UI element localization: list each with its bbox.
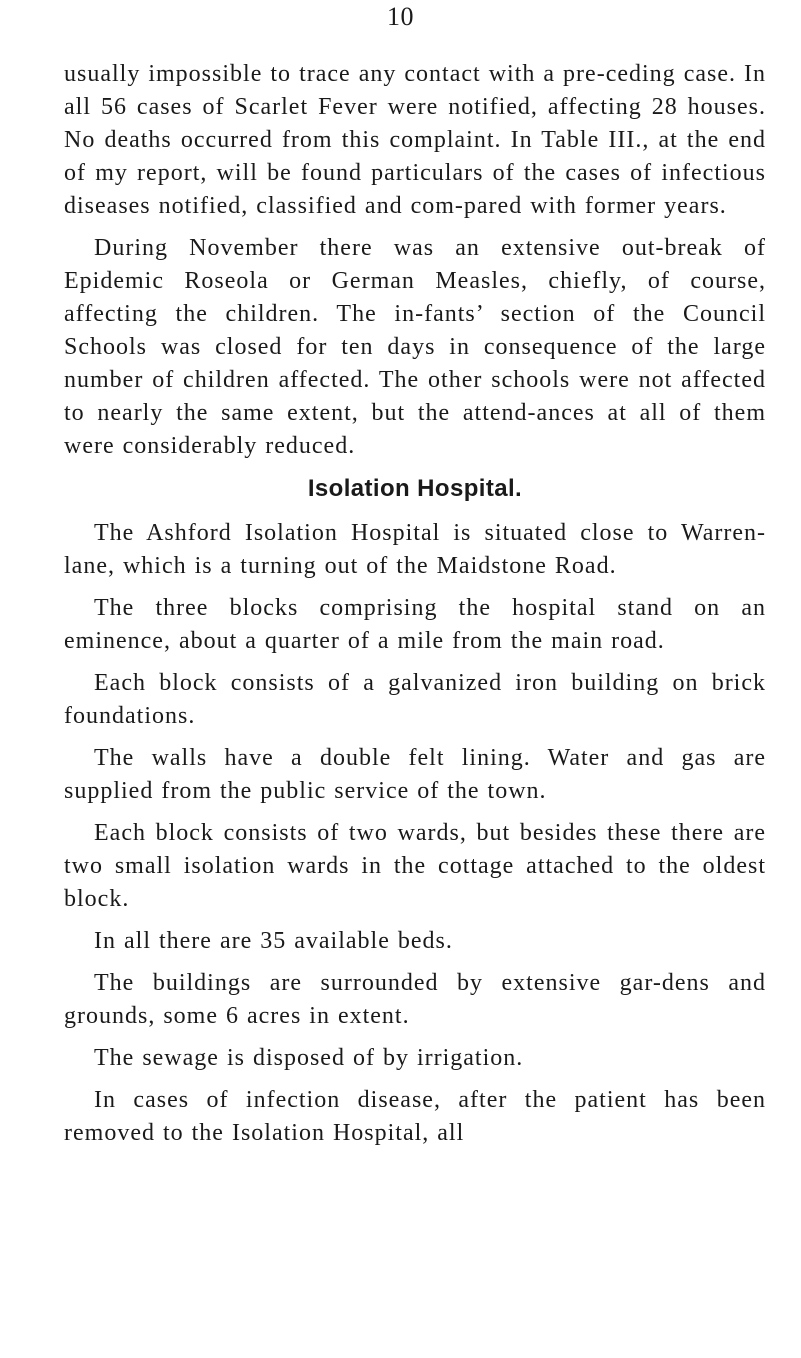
paragraph-location: The Ashford Isolation Hospital is situated close to Warren-lane, which is a turning out of the Maidstone Road. [64, 520, 766, 579]
paragraph-grounds: The buildings are surrounded by extensive gar-dens and grounds, some 6 acres in extent. [64, 970, 766, 1029]
paragraph-walls: The walls have a double felt lining. Water and gas are supplied from the public service of the town. [64, 745, 766, 804]
paragraph-scarlet-fever: usually impossible to trace any contact with a pre-ceding case. In all 56 cases of Scarlet Fever were notified, affecting 28 houses. No deaths occurred from this complaint. In Table III., at the end of my report, will be found particulars of the cases of infectious diseases notified, classified and com-pared with former years. [64, 61, 766, 219]
section-heading-isolation-hospital: Isolation Hospital. [307, 475, 523, 502]
paragraph-infection: In cases of infection disease, after the patient has been removed to the Isolation Hospital, all [64, 1087, 766, 1146]
paragraph-beds: In all there are 35 available beds. [94, 928, 453, 954]
paragraph-sewage: The sewage is disposed of by irrigation. [94, 1045, 524, 1071]
paragraph-wards: Each block consists of two wards, but besides these there are two small isolation wards in the cottage attached to the oldest block. [64, 820, 766, 912]
paragraph-blocks: The three blocks comprising the hospital stand on an eminence, about a quarter of a mile from the main road. [64, 595, 766, 654]
page-body [64, 58, 766, 1159]
page-number: 10 [387, 2, 414, 31]
paragraph-german-measles: During November there was an extensive out-break of Epidemic Roseola or German Measles, chiefly, of course, affecting the children. The in-fants’ section of the Council Schools was closed for ten days in consequence of the large number of children affected. The other schools were not affected to nearly the same extent, but the attend-ances at all of them were considerably reduced. [64, 235, 766, 459]
paragraph-construction: Each block consists of a galvanized iron building on brick foundations. [64, 670, 766, 729]
